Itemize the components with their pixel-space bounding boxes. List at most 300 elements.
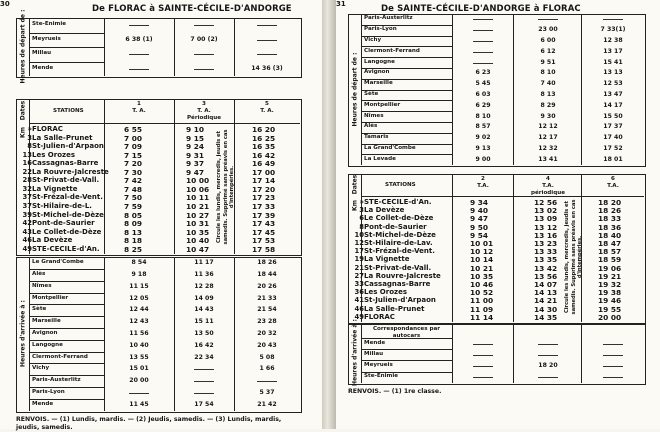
origin-time: 9 51 — [540, 58, 556, 66]
origin-time: 6 00 — [540, 37, 556, 44]
station-name: FLORAC — [364, 312, 395, 321]
dest-col-rule — [513, 324, 514, 383]
station-time: 10 35 — [470, 271, 494, 281]
station-time: 20 00 — [598, 312, 622, 322]
station-time: 9 47 — [470, 214, 489, 224]
empty-time-dash — [129, 69, 149, 70]
origin-time: 5 45 — [475, 80, 491, 88]
origin-station-name: La Levade — [364, 155, 396, 162]
dest-time: 11 17 — [194, 259, 214, 267]
station-time: 10 01 — [470, 239, 494, 248]
station-name: St-Hilaire-de-Lav. — [364, 239, 433, 247]
column-header-number: 1 — [137, 101, 141, 107]
origin-time: 6 12 — [540, 47, 556, 55]
origin-time: 8 57 — [475, 123, 491, 131]
page-title: De SAINTE-CÉCILE-D'ANDORGE à FLORAC — [381, 4, 581, 14]
dest-row-rule — [29, 281, 104, 282]
station-name: La Rouvre-Jalcreste — [32, 167, 109, 176]
origin-station-name: Langogne — [364, 58, 395, 65]
km-value: 36 — [354, 288, 364, 297]
dest-time: 5 37 — [259, 388, 275, 396]
station-name: La Vignette — [32, 184, 78, 193]
station-time: 8 18 — [124, 236, 143, 246]
station-time: 17 00 — [252, 167, 276, 177]
origin-time: 9 02 — [475, 134, 491, 142]
stations-header: STATIONS — [385, 182, 416, 188]
empty-time-dash — [603, 355, 623, 356]
station-time: 18 40 — [598, 230, 622, 240]
km-value: 37 — [22, 201, 32, 210]
dest-time: 12 05 — [129, 294, 149, 302]
station-time: 6 55 — [124, 125, 143, 134]
km-value: 10 — [354, 230, 364, 239]
origin-col-rule — [513, 14, 514, 165]
empty-time-dash — [194, 393, 214, 394]
station-time: 13 23 — [534, 239, 558, 248]
station-time: 7 00 — [124, 133, 143, 143]
dest-station-name: Mende — [364, 339, 386, 346]
station-time: 12 56 — [534, 198, 558, 207]
km-value: 46 — [354, 304, 364, 313]
station-time: 17 14 — [252, 176, 276, 186]
column-header-class: T. A. — [197, 108, 211, 114]
station-time: 16 25 — [252, 133, 276, 143]
station-time: 17 20 — [252, 184, 276, 194]
dest-time: 22 34 — [194, 353, 214, 361]
station-time: 9 47 — [186, 167, 205, 177]
station-name: St-Michel-de-Dèze — [364, 230, 436, 239]
station-time: 10 14 — [470, 255, 494, 265]
station-time: 13 12 — [534, 222, 558, 232]
origin-time: 12 32 — [538, 145, 558, 152]
origin-row-rule — [29, 47, 104, 48]
dest-station-name: Avignon — [32, 329, 58, 336]
origin-time: 14 36 (3) — [251, 64, 283, 72]
station-time: 10 21 — [470, 263, 494, 273]
station-time: 9 15 — [186, 133, 205, 143]
origin-station-name: Avignon — [364, 69, 390, 76]
km-value: 3 — [359, 206, 364, 215]
empty-time-dash — [194, 369, 214, 370]
dates-side-label: Dates — [19, 100, 26, 121]
dest-time: 11 45 — [129, 400, 149, 408]
column-header-class: T.A. — [542, 183, 554, 189]
dest-time: 11 36 — [194, 270, 214, 278]
station-time: 17 43 — [252, 219, 276, 229]
empty-time-dash — [603, 19, 623, 20]
dest-row-rule — [29, 328, 104, 329]
empty-time-dash — [257, 40, 277, 41]
station-time: 11 09 — [470, 304, 494, 314]
departure-side-label: Heures de départ de : — [351, 52, 358, 127]
departure-side-label: Heures de départ de : — [19, 9, 26, 84]
dest-row-rule — [29, 375, 104, 376]
origin-station-name: Clermont-Ferrand — [364, 47, 420, 54]
km-value: 27 — [354, 271, 364, 280]
km-value: 41 — [354, 296, 364, 305]
km-value: 13 — [22, 150, 32, 159]
station-time: 10 21 — [186, 201, 210, 211]
station-name: St-Privat-de-Vall. — [364, 263, 432, 272]
station-time: 10 11 — [186, 193, 210, 203]
station-time: 7 42 — [124, 176, 143, 186]
book-gutter — [322, 0, 336, 429]
station-name: La Devèze — [364, 206, 405, 215]
origin-time: 7 00 (2) — [190, 35, 218, 43]
dest-row-rule — [29, 387, 104, 388]
column-header-number: 2 — [481, 176, 485, 182]
station-time: 16 35 — [252, 142, 276, 152]
column-header-number: 4 — [546, 176, 550, 182]
column-header-number: 3 — [202, 101, 206, 107]
station-name: La Devèze — [32, 236, 73, 245]
station-time: 9 54 — [470, 230, 489, 240]
empty-time-dash — [473, 344, 493, 345]
origin-time: 13 17 — [603, 47, 623, 55]
station-time: 9 37 — [186, 159, 205, 169]
dest-time: 5 08 — [259, 353, 275, 361]
station-time: 13 35 — [534, 255, 558, 265]
station-time: 14 35 — [534, 312, 558, 322]
station-time: 18 26 — [598, 206, 622, 216]
column-header-period: périodique — [530, 190, 566, 196]
empty-time-dash — [473, 355, 493, 356]
header-rule — [29, 123, 300, 124]
dest-station-name: Clermont-Ferrand — [32, 353, 88, 360]
origin-time: 17 37 — [603, 123, 623, 131]
dest-time: 21 33 — [257, 294, 277, 302]
station-time: 9 34 — [470, 198, 489, 207]
dest-station-name: Montpellier — [32, 294, 69, 301]
dest-name-rule — [104, 257, 105, 410]
km-value: » — [359, 198, 364, 206]
origin-time: 13 13 — [603, 69, 623, 77]
dest-col-rule — [234, 257, 235, 410]
km-value: 39 — [22, 210, 32, 219]
station-name: St-Michel-de-Dèze — [32, 210, 104, 219]
station-time: 8 05 — [124, 210, 143, 220]
origin-station-name: Meyrueis — [32, 35, 61, 42]
dest-time: 21 42 — [257, 400, 277, 408]
station-name: Pont-de-Saurier — [32, 219, 95, 228]
origin-time: 9 00 — [475, 155, 491, 163]
origin-station-name: La Grand'Combe — [364, 145, 416, 151]
station-time: 9 31 — [186, 150, 205, 160]
dest-time: 16 42 — [194, 341, 214, 349]
origin-row-rule — [29, 33, 104, 34]
origin-row-rule — [29, 62, 104, 63]
km-label: Km — [351, 200, 358, 211]
station-time: 10 12 — [470, 247, 494, 257]
station-time: 13 33 — [534, 247, 558, 257]
origin-name-rule — [452, 14, 453, 165]
empty-time-dash — [257, 381, 277, 382]
arrival-side-label: Heures d'arrivée à : — [351, 319, 358, 387]
station-time: 17 39 — [252, 210, 276, 220]
origin-time: 12 38 — [603, 37, 623, 44]
origin-time: 17 52 — [603, 145, 623, 152]
dest-row-rule — [29, 352, 104, 353]
column-header-class: T.A. — [607, 183, 619, 189]
service-note: Circule les lundis, mercredis, jeudis et samedis. Supprimé sans préavis en cas d'intempéries. — [216, 129, 235, 245]
station-time: 8 09 — [124, 219, 143, 229]
empty-time-dash — [473, 63, 493, 64]
origin-time: 6 38 (1) — [125, 35, 153, 43]
station-time: 19 06 — [598, 263, 622, 273]
dest-time: 21 54 — [257, 306, 277, 314]
station-time: 17 53 — [252, 236, 276, 246]
origin-station-name: Paris-Lyon — [364, 26, 397, 33]
empty-time-dash — [473, 30, 493, 31]
dest-row-rule — [29, 399, 104, 400]
station-time: 18 47 — [598, 239, 622, 248]
station-time: 19 38 — [598, 288, 622, 298]
dest-station-name: Nîmes — [32, 282, 52, 289]
empty-time-dash — [129, 25, 149, 26]
origin-time: 9 13 — [475, 145, 491, 152]
origin-station-name: Mende — [32, 64, 54, 71]
station-time: 9 50 — [470, 222, 489, 232]
station-time: 14 30 — [534, 304, 558, 314]
station-time: 19 55 — [598, 304, 622, 314]
page-number: 31 — [336, 0, 346, 8]
dest-station-name: Millau — [364, 350, 384, 357]
origin-time: 8 13 — [540, 91, 556, 98]
dest-station-name: Le Grand'Combe — [32, 259, 84, 266]
dest-row-rule — [29, 293, 104, 294]
empty-time-dash — [538, 344, 558, 345]
empty-time-dash — [473, 19, 493, 20]
dest-time: 20 32 — [257, 329, 277, 337]
empty-time-dash — [538, 355, 558, 356]
station-time: 10 27 — [186, 210, 210, 220]
dest-time: 15 01 — [129, 365, 149, 373]
origin-time: 12 53 — [603, 80, 623, 88]
right-page — [336, 0, 660, 429]
dest-station-name: Mende — [32, 400, 54, 407]
station-name: La Salle-Prunet — [364, 304, 425, 313]
origin-time: 13 47 — [603, 91, 623, 98]
service-note: Circule les lundis, mercredis, jeudis et samedis. Supprimé sans préavis en cas d'intempéries. — [564, 199, 583, 315]
km-value: 8 — [359, 222, 364, 231]
empty-time-dash — [194, 381, 214, 382]
dest-time: 17 54 — [194, 400, 214, 408]
origin-time: 15 50 — [603, 112, 623, 120]
km-value: 21 — [354, 263, 364, 272]
km-value: 16 — [22, 159, 32, 168]
km-value: 8 — [27, 142, 32, 151]
station-name: St-Julien-d'Arpaon — [32, 142, 104, 151]
origin-station-name: Montpellier — [364, 101, 401, 108]
dest-time: 18 26 — [257, 259, 277, 267]
dest-time: 13 55 — [129, 353, 149, 361]
origin-station-name: Ste-Enimie — [32, 21, 67, 28]
km-value: 49 — [354, 312, 364, 321]
station-time: 16 42 — [252, 150, 276, 160]
column-header-class: T.A. — [477, 183, 489, 189]
origin-time: 23 00 — [538, 26, 558, 34]
dest-station-name: Alès — [32, 270, 46, 277]
station-time: 9 40 — [470, 206, 489, 216]
station-time: 9 24 — [186, 142, 205, 152]
origin-time: 6 29 — [475, 101, 491, 109]
origin-station-name: Marseille — [364, 80, 393, 87]
station-name: STE-CECILE-d'An. — [364, 198, 432, 206]
empty-time-dash — [473, 377, 493, 378]
empty-time-dash — [257, 25, 277, 26]
page-number: 30 — [0, 0, 10, 8]
origin-time: 8 10 — [540, 69, 556, 77]
station-time: 17 58 — [252, 244, 276, 254]
origin-col-rule — [174, 18, 175, 76]
dest-time: 20 26 — [257, 282, 277, 290]
station-time: 10 31 — [186, 219, 210, 229]
station-name: La Vignette — [364, 255, 410, 264]
column-header-class: T. A. — [132, 108, 146, 114]
station-name: Les Orozes — [32, 150, 76, 159]
dest-station-name: Ste-Enimie — [364, 373, 399, 380]
km-label: Km — [19, 127, 26, 138]
station-time: 8 13 — [124, 227, 143, 237]
origin-station-name: Paris-Austerlitz — [364, 15, 413, 22]
station-time: 18 33 — [598, 214, 622, 224]
origin-station-name: Sète — [364, 91, 379, 97]
station-name: Cassagnas-Barre — [364, 280, 431, 288]
station-time: 13 16 — [534, 230, 558, 240]
origin-time: 14 17 — [603, 101, 623, 109]
dest-sidebar-rule — [361, 324, 362, 383]
km-value: 12 — [354, 239, 364, 247]
dest-time: 12 43 — [129, 318, 149, 326]
renvois-note: RENVOIS. — (1) 1re classe. — [348, 387, 442, 395]
origin-station-name: Tamaris — [364, 134, 389, 141]
dest-time: 1 66 — [259, 365, 275, 373]
station-name: STE-CECILE-d'An. — [32, 244, 100, 253]
empty-time-dash — [194, 54, 214, 55]
dest-time: 14 43 — [194, 306, 214, 314]
dest-time: 11 15 — [129, 282, 149, 290]
station-name: Cassagnas-Barre — [32, 159, 99, 168]
dest-time: 18 44 — [257, 270, 277, 278]
dest-station-name: Paris-Lyon — [32, 388, 65, 395]
dest-row-rule — [29, 316, 104, 317]
empty-time-dash — [129, 54, 149, 55]
km-value: 32 — [22, 184, 32, 193]
dest-station-name: Marseille — [32, 318, 61, 325]
origin-station-name: Alès — [364, 123, 378, 130]
dest-row-rule — [29, 363, 104, 364]
station-name: St-Hilaire-de-L. — [32, 201, 92, 210]
station-time: 19 46 — [598, 296, 622, 306]
station-time: 7 09 — [124, 142, 143, 152]
origin-col-rule — [234, 18, 235, 76]
dest-time: 12 28 — [194, 282, 214, 290]
station-time: 11 14 — [470, 312, 494, 322]
station-time: 13 02 — [534, 206, 558, 216]
station-name: St-Frézal-de-Vent. — [32, 193, 103, 202]
station-time: 7 15 — [124, 150, 143, 160]
station-time: 10 35 — [186, 227, 210, 237]
station-name: La Salle-Prunet — [32, 133, 93, 142]
station-time: 13 09 — [534, 214, 558, 224]
header-rule — [361, 196, 644, 197]
station-time: 10 47 — [186, 244, 210, 254]
dest-col-rule — [581, 324, 582, 383]
km-value: 46 — [22, 236, 32, 245]
empty-time-dash — [603, 377, 623, 378]
empty-time-dash — [129, 393, 149, 394]
station-name: FLORAC — [32, 125, 63, 133]
origin-name-rule — [104, 18, 105, 76]
dest-time: 11 56 — [129, 329, 149, 337]
origin-time: 8 29 — [540, 101, 556, 109]
station-time: 17 33 — [252, 201, 276, 211]
dest-station-name: Vichy — [32, 365, 50, 372]
km-value: 19 — [354, 255, 364, 264]
station-time: 18 57 — [598, 247, 622, 257]
station-time: 9 10 — [186, 125, 205, 134]
km-value: 6 — [359, 214, 364, 223]
dest-row-rule — [29, 269, 104, 270]
dest-station-name: Meyrueis — [364, 362, 393, 368]
empty-time-dash — [257, 54, 277, 55]
station-time: 10 40 — [186, 236, 210, 246]
empty-time-dash — [194, 25, 214, 26]
station-time: 8 25 — [124, 244, 143, 254]
station-name: Le Collet-de-Dèze — [32, 227, 102, 236]
origin-station-name: Vichy — [364, 37, 382, 43]
dest-col-rule — [174, 257, 175, 410]
km-value: 28 — [22, 176, 32, 185]
dest-time: 10 40 — [129, 341, 149, 349]
origin-time: 7 40 — [540, 80, 556, 88]
station-time: 17 23 — [252, 193, 276, 203]
station-time: 10 46 — [470, 280, 494, 289]
empty-time-dash — [603, 366, 623, 367]
origin-station-name: Millau — [32, 50, 52, 57]
km-value: 3 — [27, 133, 32, 142]
station-name: Les Orozes — [364, 288, 408, 297]
empty-time-dash — [473, 52, 493, 53]
km-value: » — [27, 125, 32, 133]
station-name: St-Frézal-de-Vent. — [364, 247, 435, 256]
empty-time-dash — [473, 41, 493, 42]
station-name: La Rouvre-Jalcreste — [364, 271, 441, 280]
empty-time-dash — [194, 69, 214, 70]
dest-row-rule — [29, 340, 104, 341]
km-value: 42 — [22, 219, 32, 228]
dest-time: 15 11 — [194, 318, 214, 326]
empty-time-dash — [473, 366, 493, 367]
column-header-number: 5 — [265, 101, 269, 107]
origin-col-rule — [581, 14, 582, 165]
km-value: 22 — [22, 167, 32, 176]
station-name: St-Privat-de-Vall. — [32, 176, 100, 185]
km-value: 17 — [354, 247, 364, 256]
page-title: De FLORAC à SAINTE-CÉCILE-D'ANDORGE — [92, 4, 292, 14]
station-name: Pont-de-Saurier — [364, 222, 427, 231]
station-time: 18 36 — [598, 222, 622, 232]
station-time: 7 20 — [124, 159, 143, 169]
km-value: 33 — [354, 280, 364, 288]
station-time: 13 42 — [534, 263, 558, 273]
station-time: 19 21 — [598, 271, 622, 281]
column-header-class: T. A. — [260, 108, 274, 114]
station-time: 14 21 — [534, 296, 558, 306]
origin-time: 18 01 — [603, 155, 623, 163]
station-time: 16 49 — [252, 159, 276, 169]
station-name: St-Julien-d'Arpaon — [364, 296, 436, 305]
